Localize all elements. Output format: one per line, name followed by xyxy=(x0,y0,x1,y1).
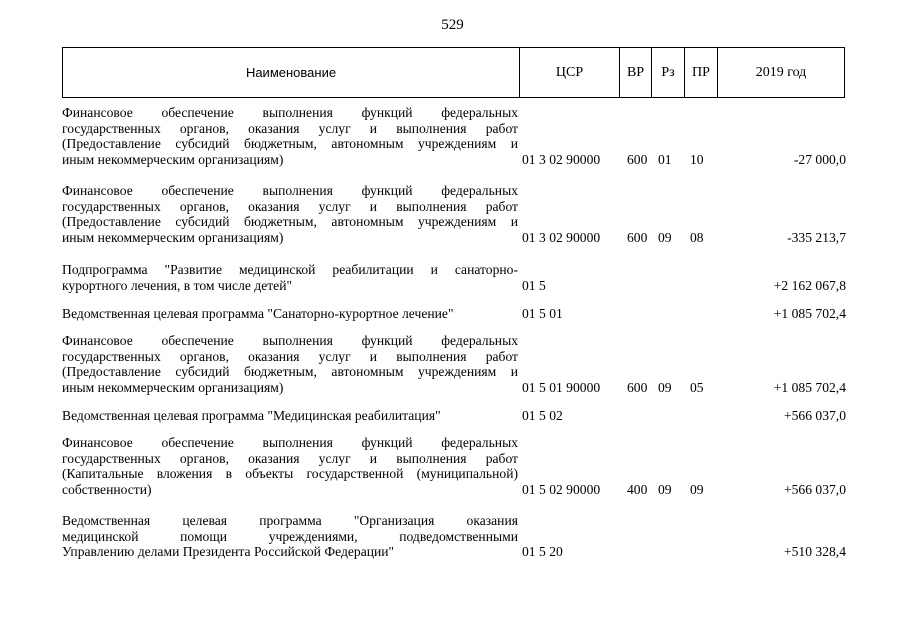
row-pr: 10 xyxy=(690,152,704,168)
row-name-line: Ведомственная целевая программа "Организация оказания xyxy=(62,513,518,528)
row-csr: 01 3 02 90000 xyxy=(522,230,601,246)
row-amount: -335 213,7 xyxy=(787,230,846,246)
row-name-line: (Предоставление субсидий бюджетным, автономным учреждениям и xyxy=(62,364,518,380)
row-amount: +566 037,0 xyxy=(783,482,846,498)
row-name-line: (Капитальные вложения в объекты государственной (муниципальной) xyxy=(62,466,518,482)
row-csr: 01 5 20 xyxy=(522,544,563,560)
row-amount: +566 037,0 xyxy=(783,407,846,423)
table-row xyxy=(62,262,846,293)
row-name-line: иным некоммерческим организациям) xyxy=(62,230,284,246)
row-name xyxy=(62,262,518,293)
row-amount: -27 000,0 xyxy=(793,152,846,168)
row-rz: 01 xyxy=(658,152,672,168)
row-csr: 01 5 01 xyxy=(522,305,563,321)
row-name-line: курортного лечения, в том числе детей" xyxy=(62,277,293,293)
row-name-line: Управлению делами Президента Российской Федерации" xyxy=(62,544,395,560)
row-csr: 01 5 xyxy=(522,277,546,293)
row-name xyxy=(62,513,518,560)
header-rz: Рз xyxy=(652,48,685,97)
row-name-line: Подпрограмма "Развитие медицинской реабилитации и санаторно- xyxy=(62,262,518,277)
table-row xyxy=(62,333,846,396)
row-name xyxy=(62,306,518,322)
row-vr: 600 xyxy=(627,230,648,246)
row-rz: 09 xyxy=(658,482,672,498)
row-name-line: (Предоставление субсидий бюджетным, автономным учреждениям и xyxy=(62,214,518,230)
row-csr: 01 5 02 xyxy=(522,407,563,423)
header-year: 2019 год xyxy=(755,64,807,80)
table-row xyxy=(62,513,846,560)
header-csr: ЦСР xyxy=(520,48,620,97)
row-name-line: медицинской помощи учреждениями, подведомственными xyxy=(62,528,518,544)
row-amount: +510 328,4 xyxy=(783,544,846,560)
row-name xyxy=(62,408,518,424)
row-vr: 600 xyxy=(627,152,648,168)
row-name-line: государственных органов, оказания услуг и выполнения работ xyxy=(62,120,518,136)
row-rz: 09 xyxy=(658,380,672,396)
table-row xyxy=(62,408,846,424)
table-header xyxy=(62,47,845,98)
row-name-line: Финансовое обеспечение выполнения функций федеральных xyxy=(62,435,518,450)
table-row xyxy=(62,105,846,168)
table-row xyxy=(62,435,846,498)
row-name-line: (Предоставление субсидий бюджетным, автономным учреждениям и xyxy=(62,136,518,152)
row-amount: +2 162 067,8 xyxy=(773,277,846,293)
row-name-line: Финансовое обеспечение выполнения функций федеральных xyxy=(62,333,518,348)
row-pr: 05 xyxy=(690,380,704,396)
row-name xyxy=(62,105,518,168)
table-row xyxy=(62,306,846,322)
row-pr: 09 xyxy=(690,482,704,498)
row-name-line: Финансовое обеспечение выполнения функций федеральных xyxy=(62,105,518,120)
header-vr: ВР xyxy=(620,48,652,97)
row-name-line: Финансовое обеспечение выполнения функций федеральных xyxy=(62,183,518,198)
row-name-line: государственных органов, оказания услуг и выполнения работ xyxy=(62,348,518,364)
row-name xyxy=(62,435,518,498)
header-pr: ПР xyxy=(685,48,718,97)
row-csr: 01 3 02 90000 xyxy=(522,152,601,168)
row-name-line: Ведомственная целевая программа "Санаторно-курортное лечение" xyxy=(62,306,454,321)
row-vr: 400 xyxy=(627,482,648,498)
row-name-line: иным некоммерческим организациям) xyxy=(62,152,284,168)
row-csr: 01 5 02 90000 xyxy=(522,482,601,498)
row-rz: 09 xyxy=(658,230,672,246)
row-name-line: государственных органов, оказания услуг и выполнения работ xyxy=(62,450,518,466)
row-name xyxy=(62,333,518,396)
row-pr: 08 xyxy=(690,230,704,246)
row-csr: 01 5 01 90000 xyxy=(522,380,601,396)
row-vr: 600 xyxy=(627,380,648,396)
row-name-line: собственности) xyxy=(62,482,152,498)
header-name: Наименование xyxy=(63,48,520,97)
row-name-line: иным некоммерческим организациям) xyxy=(62,380,284,396)
row-amount: +1 085 702,4 xyxy=(773,305,846,321)
table-row xyxy=(62,183,846,246)
row-amount: +1 085 702,4 xyxy=(773,380,846,396)
row-name-line: Ведомственная целевая программа "Медицинская реабилитация" xyxy=(62,408,441,423)
page-number: 529 xyxy=(441,17,464,33)
row-name xyxy=(62,183,518,246)
row-name-line: государственных органов, оказания услуг и выполнения работ xyxy=(62,198,518,214)
